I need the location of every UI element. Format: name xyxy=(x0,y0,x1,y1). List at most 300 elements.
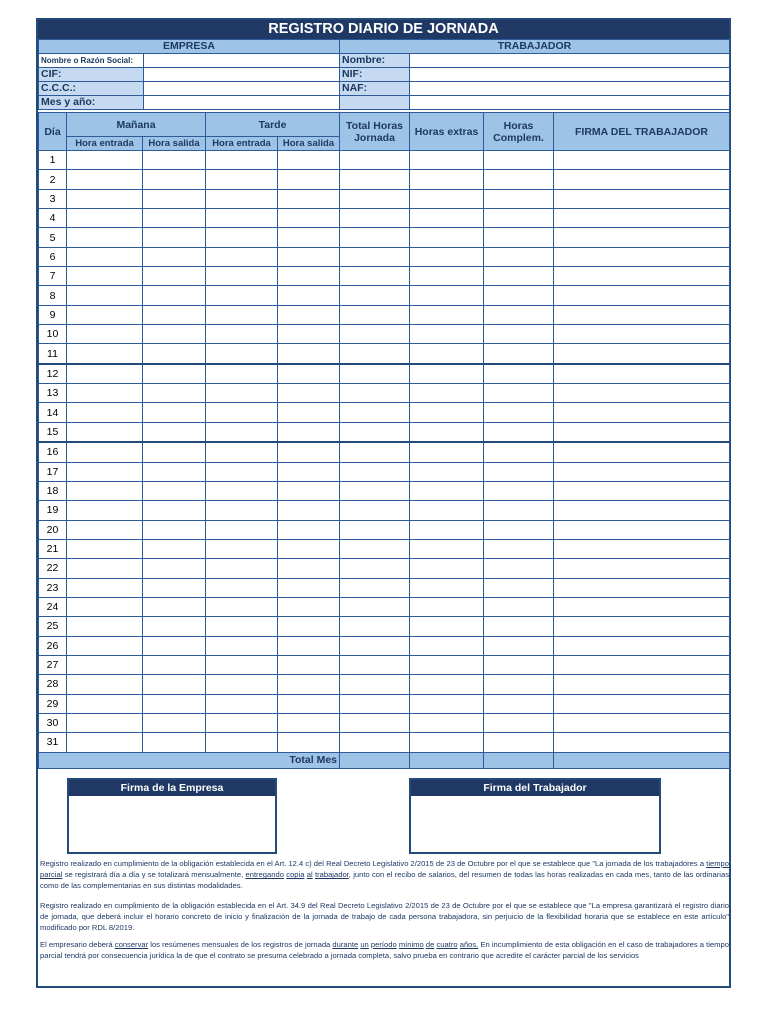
blank-label-cell xyxy=(340,96,410,110)
day-number: 22 xyxy=(39,559,67,578)
cell-morning-exit[interactable] xyxy=(143,189,206,208)
cell-afternoon-exit[interactable] xyxy=(278,481,340,500)
cell-extra-hours[interactable] xyxy=(410,636,484,655)
cell-compl-hours[interactable] xyxy=(484,286,554,305)
cell-extra-hours[interactable] xyxy=(410,733,484,752)
cell-morning-exit[interactable] xyxy=(143,170,206,189)
col-afternoon-entry: Hora entrada xyxy=(206,137,278,151)
cell-morning-exit[interactable] xyxy=(143,442,206,462)
cell-signature[interactable] xyxy=(554,267,730,286)
cell-morning-entry[interactable] xyxy=(67,151,143,170)
cell-morning-exit[interactable] xyxy=(143,305,206,324)
cell-extra-hours[interactable] xyxy=(410,617,484,636)
cell-extra-hours[interactable] xyxy=(410,344,484,364)
naf-field[interactable] xyxy=(410,82,730,96)
cell-afternoon-exit[interactable] xyxy=(278,655,340,674)
cell-afternoon-entry[interactable] xyxy=(206,578,278,597)
cell-afternoon-entry[interactable] xyxy=(206,675,278,694)
cell-morning-exit[interactable] xyxy=(143,403,206,422)
cell-morning-exit[interactable] xyxy=(143,597,206,616)
cell-afternoon-exit[interactable] xyxy=(278,694,340,713)
cell-afternoon-entry[interactable] xyxy=(206,267,278,286)
table-row xyxy=(39,286,730,305)
day-number: 19 xyxy=(39,501,67,520)
cif-label: CIF: xyxy=(39,68,144,82)
cell-extra-hours[interactable] xyxy=(410,481,484,500)
cell-afternoon-exit[interactable] xyxy=(278,597,340,616)
cell-extra-hours[interactable] xyxy=(410,597,484,616)
cell-compl-hours[interactable] xyxy=(484,247,554,266)
cell-extra-hours[interactable] xyxy=(410,559,484,578)
table-row xyxy=(39,733,730,752)
table-row xyxy=(39,384,730,403)
cell-total-hours[interactable] xyxy=(340,655,410,674)
cell-extra-hours[interactable] xyxy=(410,578,484,597)
cell-compl-hours[interactable] xyxy=(484,713,554,732)
cell-morning-exit[interactable] xyxy=(143,501,206,520)
cell-extra-hours[interactable] xyxy=(410,305,484,324)
cell-extra-hours[interactable] xyxy=(410,539,484,558)
cell-compl-hours[interactable] xyxy=(484,694,554,713)
cell-signature[interactable] xyxy=(554,286,730,305)
cell-morning-entry[interactable] xyxy=(67,384,143,403)
cell-afternoon-exit[interactable] xyxy=(278,228,340,247)
cell-total-hours[interactable] xyxy=(340,228,410,247)
cell-afternoon-exit[interactable] xyxy=(278,442,340,462)
cell-total-hours[interactable] xyxy=(340,462,410,481)
cell-compl-hours[interactable] xyxy=(484,325,554,344)
cell-afternoon-entry[interactable] xyxy=(206,597,278,616)
col-morning: Mañana xyxy=(67,113,206,137)
cell-afternoon-entry[interactable] xyxy=(206,364,278,384)
cell-morning-entry[interactable] xyxy=(67,422,143,442)
cell-total-hours[interactable] xyxy=(340,539,410,558)
cell-morning-entry[interactable] xyxy=(67,462,143,481)
cell-extra-hours[interactable] xyxy=(410,694,484,713)
cell-extra-hours[interactable] xyxy=(410,655,484,674)
cell-morning-exit[interactable] xyxy=(143,267,206,286)
cell-morning-exit[interactable] xyxy=(143,151,206,170)
total-hours-cell[interactable] xyxy=(340,752,410,768)
cell-afternoon-exit[interactable] xyxy=(278,617,340,636)
cell-afternoon-exit[interactable] xyxy=(278,189,340,208)
cell-signature[interactable] xyxy=(554,501,730,520)
cell-morning-entry[interactable] xyxy=(67,403,143,422)
cell-extra-hours[interactable] xyxy=(410,364,484,384)
cell-morning-exit[interactable] xyxy=(143,578,206,597)
ccc-field[interactable] xyxy=(144,82,340,96)
cell-morning-exit[interactable] xyxy=(143,228,206,247)
cell-signature[interactable] xyxy=(554,655,730,674)
cell-total-hours[interactable] xyxy=(340,578,410,597)
cell-afternoon-entry[interactable] xyxy=(206,189,278,208)
cell-afternoon-entry[interactable] xyxy=(206,344,278,364)
cell-total-hours[interactable] xyxy=(340,151,410,170)
table-row xyxy=(39,481,730,500)
cell-total-hours[interactable] xyxy=(340,189,410,208)
cell-morning-exit[interactable] xyxy=(143,539,206,558)
cell-compl-hours[interactable] xyxy=(484,151,554,170)
cell-afternoon-entry[interactable] xyxy=(206,520,278,539)
cell-afternoon-entry[interactable] xyxy=(206,713,278,732)
cell-afternoon-entry[interactable] xyxy=(206,481,278,500)
cell-signature[interactable] xyxy=(554,384,730,403)
cell-signature[interactable] xyxy=(554,151,730,170)
cell-morning-entry[interactable] xyxy=(67,655,143,674)
total-signature-cell xyxy=(554,752,730,768)
table-row xyxy=(39,209,730,228)
cell-afternoon-exit[interactable] xyxy=(278,422,340,442)
cell-compl-hours[interactable] xyxy=(484,189,554,208)
cell-total-hours[interactable] xyxy=(340,305,410,324)
cell-total-hours[interactable] xyxy=(340,713,410,732)
day-number: 24 xyxy=(39,597,67,616)
worker-name-field[interactable] xyxy=(410,54,730,68)
cell-extra-hours[interactable] xyxy=(410,151,484,170)
cell-morning-entry[interactable] xyxy=(67,286,143,305)
cell-compl-hours[interactable] xyxy=(484,364,554,384)
timesheet-form xyxy=(36,18,731,988)
cell-morning-entry[interactable] xyxy=(67,442,143,462)
cell-total-hours[interactable] xyxy=(340,344,410,364)
cell-total-hours[interactable] xyxy=(340,325,410,344)
cell-afternoon-exit[interactable] xyxy=(278,559,340,578)
cell-total-hours[interactable] xyxy=(340,286,410,305)
cell-morning-entry[interactable] xyxy=(67,267,143,286)
cell-morning-exit[interactable] xyxy=(143,675,206,694)
company-signature-box[interactable] xyxy=(67,778,277,854)
cell-signature[interactable] xyxy=(554,209,730,228)
cell-morning-entry[interactable] xyxy=(67,209,143,228)
cell-signature[interactable] xyxy=(554,597,730,616)
cell-signature[interactable] xyxy=(554,247,730,266)
cell-morning-exit[interactable] xyxy=(143,286,206,305)
cell-compl-hours[interactable] xyxy=(484,520,554,539)
cell-extra-hours[interactable] xyxy=(410,422,484,442)
cell-signature[interactable] xyxy=(554,364,730,384)
table-row xyxy=(39,675,730,694)
cell-afternoon-exit[interactable] xyxy=(278,713,340,732)
cell-afternoon-exit[interactable] xyxy=(278,384,340,403)
company-name-field[interactable] xyxy=(144,54,340,68)
cell-afternoon-entry[interactable] xyxy=(206,209,278,228)
month-year-field[interactable] xyxy=(144,96,340,110)
table-row xyxy=(39,501,730,520)
cell-morning-entry[interactable] xyxy=(67,344,143,364)
cell-signature[interactable] xyxy=(554,520,730,539)
cell-afternoon-entry[interactable] xyxy=(206,384,278,403)
worker-signature-box[interactable] xyxy=(409,778,661,854)
col-day: Día xyxy=(39,113,67,151)
cell-afternoon-exit[interactable] xyxy=(278,403,340,422)
cell-compl-hours[interactable] xyxy=(484,597,554,616)
legal-paragraph-3: El empresario deberá conservar los resúmenes mensuales de los registros de jornada durante un período mínimo de cuatro años. En incumplimiento de esta obligación en el caso de trabajadores a tiempo parcial tendrá por consecuencia jurídica la de que el contrato se presuma celebrado a jornada completa, salvo prueba en contrario que acredite el carácter parcial de los servicios xyxy=(40,940,729,961)
cell-morning-exit[interactable] xyxy=(143,209,206,228)
cell-morning-exit[interactable] xyxy=(143,636,206,655)
blank-field[interactable] xyxy=(410,96,730,110)
cell-total-hours[interactable] xyxy=(340,364,410,384)
cell-extra-hours[interactable] xyxy=(410,228,484,247)
table-row xyxy=(39,694,730,713)
cell-total-hours[interactable] xyxy=(340,617,410,636)
table-row xyxy=(39,713,730,732)
cell-afternoon-entry[interactable] xyxy=(206,655,278,674)
col-extra-hours: Horas extras xyxy=(410,113,484,151)
cell-compl-hours[interactable] xyxy=(484,442,554,462)
cell-signature[interactable] xyxy=(554,675,730,694)
cell-afternoon-exit[interactable] xyxy=(278,520,340,539)
cell-afternoon-exit[interactable] xyxy=(278,267,340,286)
cell-morning-entry[interactable] xyxy=(67,501,143,520)
cell-afternoon-entry[interactable] xyxy=(206,733,278,752)
cell-morning-entry[interactable] xyxy=(67,578,143,597)
cell-total-hours[interactable] xyxy=(340,422,410,442)
header-info-table xyxy=(38,39,730,110)
day-number: 16 xyxy=(39,442,67,462)
cell-signature[interactable] xyxy=(554,189,730,208)
cell-afternoon-entry[interactable] xyxy=(206,636,278,655)
day-number: 10 xyxy=(39,325,67,344)
cell-afternoon-exit[interactable] xyxy=(278,578,340,597)
cell-signature[interactable] xyxy=(554,442,730,462)
cell-afternoon-exit[interactable] xyxy=(278,636,340,655)
total-extra-cell[interactable] xyxy=(410,752,484,768)
cell-afternoon-entry[interactable] xyxy=(206,539,278,558)
cell-total-hours[interactable] xyxy=(340,267,410,286)
table-row xyxy=(39,170,730,189)
cell-compl-hours[interactable] xyxy=(484,170,554,189)
cell-afternoon-exit[interactable] xyxy=(278,733,340,752)
cell-afternoon-entry[interactable] xyxy=(206,247,278,266)
cell-signature[interactable] xyxy=(554,733,730,752)
cell-extra-hours[interactable] xyxy=(410,501,484,520)
cell-afternoon-exit[interactable] xyxy=(278,344,340,364)
cell-morning-exit[interactable] xyxy=(143,344,206,364)
cell-compl-hours[interactable] xyxy=(484,501,554,520)
cell-afternoon-entry[interactable] xyxy=(206,694,278,713)
cell-compl-hours[interactable] xyxy=(484,733,554,752)
cell-compl-hours[interactable] xyxy=(484,228,554,247)
cell-extra-hours[interactable] xyxy=(410,520,484,539)
cell-afternoon-entry[interactable] xyxy=(206,325,278,344)
cell-afternoon-exit[interactable] xyxy=(278,675,340,694)
cell-total-hours[interactable] xyxy=(340,442,410,462)
cell-signature[interactable] xyxy=(554,305,730,324)
cell-compl-hours[interactable] xyxy=(484,539,554,558)
cell-compl-hours[interactable] xyxy=(484,655,554,674)
cell-extra-hours[interactable] xyxy=(410,462,484,481)
table-row xyxy=(39,305,730,324)
cell-compl-hours[interactable] xyxy=(484,462,554,481)
cell-compl-hours[interactable] xyxy=(484,578,554,597)
cell-extra-hours[interactable] xyxy=(410,403,484,422)
table-row xyxy=(39,247,730,266)
cell-total-hours[interactable] xyxy=(340,636,410,655)
cell-afternoon-entry[interactable] xyxy=(206,422,278,442)
cell-signature[interactable] xyxy=(554,228,730,247)
cell-compl-hours[interactable] xyxy=(484,559,554,578)
cell-afternoon-entry[interactable] xyxy=(206,403,278,422)
cell-morning-exit[interactable] xyxy=(143,713,206,732)
cell-afternoon-entry[interactable] xyxy=(206,559,278,578)
cell-morning-exit[interactable] xyxy=(143,462,206,481)
cell-extra-hours[interactable] xyxy=(410,675,484,694)
form-title: REGISTRO DIARIO DE JORNADA xyxy=(38,20,729,39)
cell-morning-exit[interactable] xyxy=(143,559,206,578)
cell-compl-hours[interactable] xyxy=(484,422,554,442)
cell-signature[interactable] xyxy=(554,344,730,364)
day-number: 5 xyxy=(39,228,67,247)
cell-afternoon-exit[interactable] xyxy=(278,501,340,520)
cell-morning-exit[interactable] xyxy=(143,247,206,266)
cell-total-hours[interactable] xyxy=(340,559,410,578)
day-number: 1 xyxy=(39,151,67,170)
cell-morning-exit[interactable] xyxy=(143,481,206,500)
cell-compl-hours[interactable] xyxy=(484,481,554,500)
cif-field[interactable] xyxy=(144,68,340,82)
cell-compl-hours[interactable] xyxy=(484,344,554,364)
cell-compl-hours[interactable] xyxy=(484,636,554,655)
cell-signature[interactable] xyxy=(554,713,730,732)
cell-total-hours[interactable] xyxy=(340,501,410,520)
cell-afternoon-entry[interactable] xyxy=(206,286,278,305)
total-compl-cell[interactable] xyxy=(484,752,554,768)
cell-morning-entry[interactable] xyxy=(67,713,143,732)
cell-afternoon-exit[interactable] xyxy=(278,151,340,170)
cell-morning-exit[interactable] xyxy=(143,325,206,344)
cell-afternoon-exit[interactable] xyxy=(278,364,340,384)
cell-morning-exit[interactable] xyxy=(143,694,206,713)
cell-total-hours[interactable] xyxy=(340,170,410,189)
cell-afternoon-entry[interactable] xyxy=(206,462,278,481)
table-row xyxy=(39,325,730,344)
cell-signature[interactable] xyxy=(554,422,730,442)
cell-total-hours[interactable] xyxy=(340,733,410,752)
cell-extra-hours[interactable] xyxy=(410,170,484,189)
cell-morning-entry[interactable] xyxy=(67,520,143,539)
cell-morning-entry[interactable] xyxy=(67,636,143,655)
cell-signature[interactable] xyxy=(554,636,730,655)
cell-morning-exit[interactable] xyxy=(143,384,206,403)
cell-afternoon-exit[interactable] xyxy=(278,170,340,189)
cell-compl-hours[interactable] xyxy=(484,384,554,403)
cell-morning-exit[interactable] xyxy=(143,422,206,442)
cell-signature[interactable] xyxy=(554,462,730,481)
cell-extra-hours[interactable] xyxy=(410,247,484,266)
cell-compl-hours[interactable] xyxy=(484,617,554,636)
cell-morning-entry[interactable] xyxy=(67,617,143,636)
cell-signature[interactable] xyxy=(554,325,730,344)
cell-compl-hours[interactable] xyxy=(484,209,554,228)
cell-extra-hours[interactable] xyxy=(410,209,484,228)
cell-extra-hours[interactable] xyxy=(410,286,484,305)
table-row xyxy=(39,597,730,616)
cell-morning-entry[interactable] xyxy=(67,247,143,266)
cell-total-hours[interactable] xyxy=(340,209,410,228)
cell-compl-hours[interactable] xyxy=(484,403,554,422)
cell-morning-entry[interactable] xyxy=(67,189,143,208)
cell-signature[interactable] xyxy=(554,170,730,189)
cell-total-hours[interactable] xyxy=(340,403,410,422)
cell-afternoon-entry[interactable] xyxy=(206,442,278,462)
cell-morning-exit[interactable] xyxy=(143,617,206,636)
cell-total-hours[interactable] xyxy=(340,520,410,539)
cell-afternoon-entry[interactable] xyxy=(206,170,278,189)
cell-signature[interactable] xyxy=(554,403,730,422)
cell-afternoon-entry[interactable] xyxy=(206,501,278,520)
cell-total-hours[interactable] xyxy=(340,597,410,616)
table-row xyxy=(39,520,730,539)
cell-morning-entry[interactable] xyxy=(67,228,143,247)
col-compl-hours: Horas Complem. xyxy=(484,113,554,151)
cell-morning-entry[interactable] xyxy=(67,675,143,694)
cell-morning-entry[interactable] xyxy=(67,305,143,324)
cell-total-hours[interactable] xyxy=(340,694,410,713)
table-row xyxy=(39,267,730,286)
cell-morning-entry[interactable] xyxy=(67,539,143,558)
cell-signature[interactable] xyxy=(554,617,730,636)
cell-signature[interactable] xyxy=(554,559,730,578)
cell-afternoon-entry[interactable] xyxy=(206,151,278,170)
cell-extra-hours[interactable] xyxy=(410,442,484,462)
cell-afternoon-entry[interactable] xyxy=(206,617,278,636)
table-row xyxy=(39,403,730,422)
cell-morning-exit[interactable] xyxy=(143,733,206,752)
cell-morning-entry[interactable] xyxy=(67,559,143,578)
cell-total-hours[interactable] xyxy=(340,384,410,403)
cell-morning-entry[interactable] xyxy=(67,694,143,713)
cell-afternoon-exit[interactable] xyxy=(278,305,340,324)
cell-morning-entry[interactable] xyxy=(67,733,143,752)
cell-signature[interactable] xyxy=(554,694,730,713)
cell-signature[interactable] xyxy=(554,578,730,597)
cell-morning-exit[interactable] xyxy=(143,655,206,674)
trabajador-header: TRABAJADOR xyxy=(340,40,730,54)
cell-signature[interactable] xyxy=(554,539,730,558)
cell-morning-exit[interactable] xyxy=(143,364,206,384)
cell-afternoon-entry[interactable] xyxy=(206,228,278,247)
cell-extra-hours[interactable] xyxy=(410,713,484,732)
cell-total-hours[interactable] xyxy=(340,481,410,500)
cell-extra-hours[interactable] xyxy=(410,384,484,403)
cell-afternoon-exit[interactable] xyxy=(278,462,340,481)
cell-extra-hours[interactable] xyxy=(410,189,484,208)
cell-morning-entry[interactable] xyxy=(67,481,143,500)
month-year-label: Mes y año: xyxy=(39,96,144,110)
cell-morning-entry[interactable] xyxy=(67,364,143,384)
cell-afternoon-exit[interactable] xyxy=(278,286,340,305)
cell-afternoon-exit[interactable] xyxy=(278,325,340,344)
cell-morning-entry[interactable] xyxy=(67,325,143,344)
cell-compl-hours[interactable] xyxy=(484,675,554,694)
col-afternoon: Tarde xyxy=(206,113,340,137)
cell-total-hours[interactable] xyxy=(340,247,410,266)
cell-morning-entry[interactable] xyxy=(67,170,143,189)
cell-signature[interactable] xyxy=(554,481,730,500)
cell-afternoon-exit[interactable] xyxy=(278,539,340,558)
nif-field[interactable] xyxy=(410,68,730,82)
cell-afternoon-entry[interactable] xyxy=(206,305,278,324)
cell-extra-hours[interactable] xyxy=(410,325,484,344)
cell-afternoon-exit[interactable] xyxy=(278,209,340,228)
cell-morning-exit[interactable] xyxy=(143,520,206,539)
cell-extra-hours[interactable] xyxy=(410,267,484,286)
cell-morning-entry[interactable] xyxy=(67,597,143,616)
cell-afternoon-exit[interactable] xyxy=(278,247,340,266)
cell-compl-hours[interactable] xyxy=(484,305,554,324)
cell-compl-hours[interactable] xyxy=(484,267,554,286)
cell-total-hours[interactable] xyxy=(340,675,410,694)
